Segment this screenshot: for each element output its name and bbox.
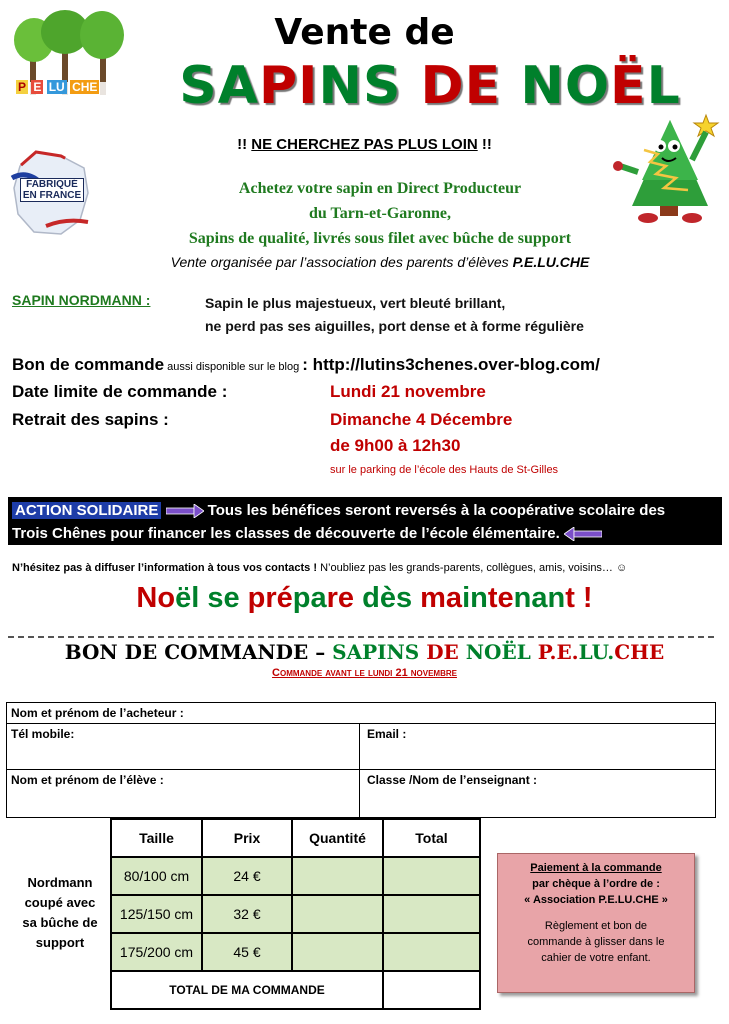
- fabrique-en-france-logo: [6, 148, 96, 240]
- col-header-size: Taille: [111, 819, 202, 857]
- order-table: [110, 818, 481, 1010]
- grand-total-cell[interactable]: [383, 971, 480, 1009]
- fabrique-line2: EN FRANCE: [22, 190, 82, 201]
- product-label: Nordmann coupé avec sa bûche de support: [22, 875, 98, 950]
- retrait-place: sur le parking de l’école des Hauts de St-Gilles: [330, 464, 559, 476]
- total-label: TOTAL DE MA COMMANDE: [111, 971, 383, 1009]
- intro-line3: Sapins de qualité, livrés sous filet avec bûche de support: [188, 230, 572, 247]
- order-deadline-subtitle: Commande avant le lundi 21 novembre: [272, 667, 457, 679]
- arrow-left-icon: [564, 527, 602, 541]
- phone-field[interactable]: Tél mobile:: [11, 727, 75, 741]
- organizer-note: Vente organisée par l’association des parents d’élèves P.E.LU.CHE: [170, 254, 590, 270]
- sapin-description: Sapin le plus majestueux, vert bleuté brillant, ne perd pas ses aiguilles, port dense et à forme régulière: [205, 295, 584, 334]
- quantity-input[interactable]: [292, 933, 383, 971]
- sapin-label: SAPIN NORDMANN :: [12, 292, 151, 308]
- retrait-date: Dimanche 4 Décembre: [330, 410, 513, 429]
- price-cell: 45 €: [202, 933, 292, 971]
- action-solidaire-text: ACTION SOLIDAIRE Tous les bénéfices seront reversés à la coopérative scolaire des Trois Chênes pour financer les classes de découverte de l’école élémentaire.: [12, 502, 666, 542]
- col-header-total: Total: [383, 819, 480, 857]
- table-row: [111, 933, 480, 971]
- date-limite-label: Date limite de commande :: [12, 382, 228, 401]
- student-name-field[interactable]: Nom et prénom de l’élève :: [11, 773, 164, 787]
- blog-link[interactable]: : http://lutins3chenes.over-blog.com/: [302, 355, 600, 374]
- date-limite-value: Lundi 21 novembre: [330, 382, 486, 401]
- size-cell: 125/150 cm: [111, 895, 202, 933]
- order-form-title: BON DE COMMANDE – SAPINS DE NOËL P.E.LU.CHE: [64, 640, 665, 664]
- page-title: SAPINS DE NOËL: [179, 56, 681, 116]
- quantity-input[interactable]: [292, 895, 383, 933]
- size-cell: 175/200 cm: [111, 933, 202, 971]
- retrait-label: Retrait des sapins :: [12, 410, 169, 429]
- total-cell[interactable]: [383, 895, 480, 933]
- title-line1: Vente de: [274, 12, 455, 53]
- quantity-input[interactable]: [292, 857, 383, 895]
- size-cell: 80/100 cm: [111, 857, 202, 895]
- price-cell: 24 €: [202, 857, 292, 895]
- payment-info-box: Paiement à la commande par chèque à l’ordre de : « Association P.E.LU.CHE » Règlement et bon de commande à glisser dans le cahier de votre enfant.: [497, 853, 695, 993]
- intro-line2: du Tarn-et-Garonne,: [309, 205, 451, 222]
- arrow-right-icon: [166, 504, 204, 518]
- order-table-header: [111, 819, 480, 857]
- payment-heading: Paiement à la commande: [530, 862, 662, 874]
- table-row: [111, 895, 480, 933]
- fabrique-line1: FABRIQUÉ: [26, 179, 78, 190]
- table-row: [111, 857, 480, 895]
- action-solidaire-label: ACTION SOLIDAIRE: [12, 502, 161, 519]
- retrait-hours: de 9h00 à 12h30: [330, 436, 461, 455]
- peluche-logo-text: P E LU CHE: [18, 80, 98, 94]
- price-cell: 32 €: [202, 895, 292, 933]
- buyer-info-form: [6, 702, 716, 818]
- slogan: Noël se prépare dès maintenant !: [136, 582, 593, 614]
- total-row: [111, 971, 480, 1009]
- intro-line1: Achetez votre sapin en Direct Producteur: [238, 180, 522, 197]
- email-field[interactable]: Email :: [367, 727, 407, 741]
- buyer-name-field[interactable]: Nom et prénom de l’acheteur :: [11, 706, 184, 720]
- col-header-quantity: Quantité: [292, 819, 383, 857]
- col-header-price: Prix: [202, 819, 292, 857]
- bon-de-commande-line: Bon de commande aussi disponible sur le blog : http://lutins3chenes.over-blog.com/: [12, 355, 600, 374]
- class-teacher-field[interactable]: Classe /Nom de l’enseignant :: [367, 773, 538, 787]
- share-line: N’hésitez pas à diffuser l’information à tous vos contacts ! N’oubliez pas les grands-parents, collègues, amis, voisins… ☺: [12, 562, 628, 574]
- total-cell[interactable]: [383, 933, 480, 971]
- cut-line-divider: [8, 636, 714, 638]
- total-cell[interactable]: [383, 857, 480, 895]
- tagline: !! NE CHERCHEZ PAS PLUS LOIN !!: [237, 136, 492, 153]
